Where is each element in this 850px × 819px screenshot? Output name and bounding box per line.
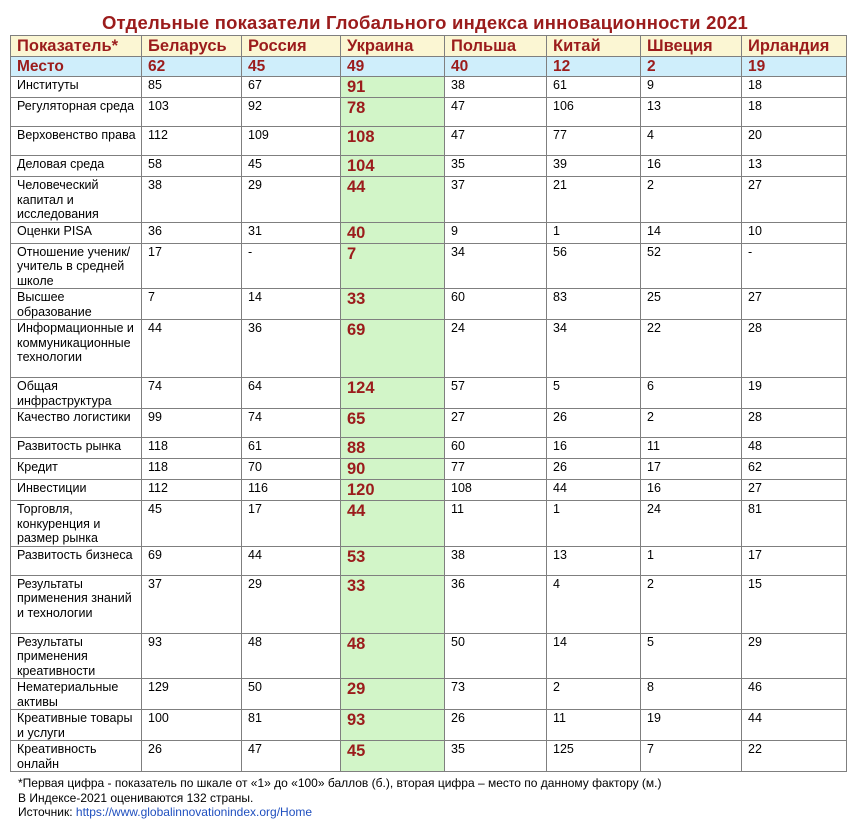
table-cell: 1 bbox=[547, 222, 641, 243]
rank-value: 49 bbox=[341, 57, 445, 77]
table-cell: 11 bbox=[547, 710, 641, 741]
table-cell: 60 bbox=[445, 289, 547, 320]
table-cell: 81 bbox=[742, 501, 847, 547]
table-cell: 13 bbox=[547, 546, 641, 575]
rank-value: 19 bbox=[742, 57, 847, 77]
table-cell: 38 bbox=[445, 77, 547, 98]
ukraine-cell: 104 bbox=[341, 156, 445, 177]
table-cell: 62 bbox=[742, 459, 847, 480]
row-label: Торговля, конкуренция и размер рынка bbox=[11, 501, 142, 547]
table-row bbox=[11, 575, 847, 633]
table-cell: 38 bbox=[445, 546, 547, 575]
table-cell: 2 bbox=[641, 409, 742, 438]
table-cell: 92 bbox=[242, 98, 341, 127]
table-cell: 67 bbox=[242, 77, 341, 98]
header-country: Швеция bbox=[641, 36, 742, 57]
table-cell: 26 bbox=[445, 710, 547, 741]
row-label: Высшее образование bbox=[11, 289, 142, 320]
table-cell: 81 bbox=[242, 710, 341, 741]
rank-value: 45 bbox=[242, 57, 341, 77]
row-label: Верховенство права bbox=[11, 127, 142, 156]
table-cell: 73 bbox=[445, 679, 547, 710]
table-cell: 47 bbox=[445, 127, 547, 156]
row-label: Регуляторная среда bbox=[11, 98, 142, 127]
table-cell: 48 bbox=[242, 633, 341, 679]
table-cell: 22 bbox=[641, 320, 742, 378]
ukraine-cell: 78 bbox=[341, 98, 445, 127]
ukraine-cell: 88 bbox=[341, 438, 445, 459]
table-cell: 24 bbox=[445, 320, 547, 378]
table-row bbox=[11, 633, 847, 679]
table-cell: - bbox=[242, 243, 341, 289]
table-cell: 26 bbox=[547, 409, 641, 438]
table-cell: 46 bbox=[742, 679, 847, 710]
table-cell: 45 bbox=[242, 156, 341, 177]
table-cell: 39 bbox=[547, 156, 641, 177]
table-cell: 24 bbox=[641, 501, 742, 547]
table-row bbox=[11, 378, 847, 409]
ukraine-cell: 29 bbox=[341, 679, 445, 710]
row-label: Информационные и коммуникационные технологии bbox=[11, 320, 142, 378]
table-cell: 2 bbox=[641, 575, 742, 633]
table-cell: 60 bbox=[445, 438, 547, 459]
ukraine-cell: 124 bbox=[341, 378, 445, 409]
table-cell: 2 bbox=[547, 679, 641, 710]
table-cell: 13 bbox=[641, 98, 742, 127]
table-cell: 11 bbox=[641, 438, 742, 459]
table-cell: 29 bbox=[242, 575, 341, 633]
source-link[interactable]: https://www.globalinnovationindex.org/Home bbox=[75, 805, 313, 819]
table-cell: 64 bbox=[242, 378, 341, 409]
table-cell: 17 bbox=[242, 501, 341, 547]
table-cell: 116 bbox=[242, 480, 341, 501]
table-cell: 74 bbox=[142, 378, 242, 409]
table-cell: 28 bbox=[742, 409, 847, 438]
header-indicator: Показатель* bbox=[11, 36, 142, 57]
table-row bbox=[11, 710, 847, 741]
header-country: Россия bbox=[242, 36, 341, 57]
row-label: Результаты применения креативности bbox=[11, 633, 142, 679]
table-row bbox=[11, 127, 847, 156]
table-cell: 11 bbox=[445, 501, 547, 547]
ukraine-cell: 33 bbox=[341, 289, 445, 320]
table-row bbox=[11, 480, 847, 501]
table-cell: 35 bbox=[445, 741, 547, 772]
table-cell: 13 bbox=[742, 156, 847, 177]
table-cell: 9 bbox=[641, 77, 742, 98]
rank-value: 12 bbox=[547, 57, 641, 77]
table-cell: 1 bbox=[547, 501, 641, 547]
table-cell: 27 bbox=[742, 480, 847, 501]
row-label: Отношение ученик/учитель в средней школе bbox=[11, 243, 142, 289]
table-cell: 7 bbox=[142, 289, 242, 320]
table-cell: 19 bbox=[742, 378, 847, 409]
row-label: Качество логистики bbox=[11, 409, 142, 438]
table-row bbox=[11, 679, 847, 710]
row-label: Институты bbox=[11, 77, 142, 98]
header-country: Беларусь bbox=[142, 36, 242, 57]
table-cell: 29 bbox=[242, 177, 341, 223]
table-cell: 93 bbox=[142, 633, 242, 679]
table-cell: 10 bbox=[742, 222, 847, 243]
ukraine-cell: 33 bbox=[341, 575, 445, 633]
table-cell: 129 bbox=[142, 679, 242, 710]
table-row bbox=[11, 320, 847, 378]
page-title: Отдельные показатели Глобального индекса инновационности 2021 bbox=[101, 12, 749, 33]
ukraine-cell: 48 bbox=[341, 633, 445, 679]
row-label: Креативность онлайн bbox=[11, 741, 142, 772]
footnote-countries: В Индексе-2021 оцениваются 132 страны. bbox=[18, 791, 254, 805]
table-cell: 4 bbox=[641, 127, 742, 156]
table-cell: 17 bbox=[142, 243, 242, 289]
table-row bbox=[11, 438, 847, 459]
ukraine-cell: 91 bbox=[341, 77, 445, 98]
table-row bbox=[11, 741, 847, 772]
table-cell: 45 bbox=[142, 501, 242, 547]
table-cell: 44 bbox=[142, 320, 242, 378]
ukraine-cell: 120 bbox=[341, 480, 445, 501]
table-cell: 112 bbox=[142, 480, 242, 501]
table-cell: 56 bbox=[547, 243, 641, 289]
table-cell: 2 bbox=[641, 177, 742, 223]
table-cell: 36 bbox=[142, 222, 242, 243]
innovation-index-table bbox=[10, 35, 847, 772]
table-cell: 31 bbox=[242, 222, 341, 243]
ukraine-cell: 45 bbox=[341, 741, 445, 772]
table-row bbox=[11, 222, 847, 243]
table-cell: 16 bbox=[641, 480, 742, 501]
rank-value: 2 bbox=[641, 57, 742, 77]
table-cell: 5 bbox=[641, 633, 742, 679]
ukraine-cell: 44 bbox=[341, 177, 445, 223]
table-cell: 35 bbox=[445, 156, 547, 177]
row-label: Креативные товары и услуги bbox=[11, 710, 142, 741]
table-cell: 26 bbox=[142, 741, 242, 772]
table-cell: 77 bbox=[547, 127, 641, 156]
table-cell: 4 bbox=[547, 575, 641, 633]
table-cell: 18 bbox=[742, 77, 847, 98]
table-cell: 109 bbox=[242, 127, 341, 156]
table-cell: 21 bbox=[547, 177, 641, 223]
table-row bbox=[11, 289, 847, 320]
table-cell: 22 bbox=[742, 741, 847, 772]
table-cell: 17 bbox=[641, 459, 742, 480]
table-cell: 9 bbox=[445, 222, 547, 243]
table-cell: 44 bbox=[547, 480, 641, 501]
table-row bbox=[11, 501, 847, 547]
ukraine-cell: 90 bbox=[341, 459, 445, 480]
table-row bbox=[11, 77, 847, 98]
table-cell: 118 bbox=[142, 438, 242, 459]
rank-row bbox=[11, 57, 847, 77]
table-cell: 14 bbox=[547, 633, 641, 679]
table-cell: 61 bbox=[242, 438, 341, 459]
table-cell: 14 bbox=[641, 222, 742, 243]
table-cell: 47 bbox=[242, 741, 341, 772]
table-cell: 37 bbox=[445, 177, 547, 223]
table-cell: 37 bbox=[142, 575, 242, 633]
ukraine-cell: 108 bbox=[341, 127, 445, 156]
table-cell: 6 bbox=[641, 378, 742, 409]
ukraine-cell: 7 bbox=[341, 243, 445, 289]
table-cell: 29 bbox=[742, 633, 847, 679]
table-cell: 34 bbox=[445, 243, 547, 289]
table-cell: 16 bbox=[547, 438, 641, 459]
row-label: Нематериальные активы bbox=[11, 679, 142, 710]
table-row bbox=[11, 156, 847, 177]
table-cell: 47 bbox=[445, 98, 547, 127]
table-cell: 52 bbox=[641, 243, 742, 289]
row-label: Результаты применения знаний и технологии bbox=[11, 575, 142, 633]
source-label: Источник: bbox=[18, 805, 76, 819]
table-cell: 20 bbox=[742, 127, 847, 156]
table-cell: 14 bbox=[242, 289, 341, 320]
table-cell: 15 bbox=[742, 575, 847, 633]
table-cell: 108 bbox=[445, 480, 547, 501]
table-row bbox=[11, 243, 847, 289]
header-country: Китай bbox=[547, 36, 641, 57]
table-cell: 25 bbox=[641, 289, 742, 320]
ukraine-cell: 53 bbox=[341, 546, 445, 575]
rank-value: 40 bbox=[445, 57, 547, 77]
table-cell: 34 bbox=[547, 320, 641, 378]
table-cell: 27 bbox=[742, 177, 847, 223]
table-cell: 83 bbox=[547, 289, 641, 320]
table-cell: 69 bbox=[142, 546, 242, 575]
table-cell: 26 bbox=[547, 459, 641, 480]
table-cell: 27 bbox=[445, 409, 547, 438]
table-cell: 16 bbox=[641, 156, 742, 177]
ukraine-cell: 65 bbox=[341, 409, 445, 438]
row-label: Человеческий капитал и исследования bbox=[11, 177, 142, 223]
table-cell: 1 bbox=[641, 546, 742, 575]
footnote-note: *Первая цифра - показатель по шкале от «1» до «100» баллов (б.), вторая цифра – место по данному фактору (м.) bbox=[18, 776, 662, 790]
table-cell: 125 bbox=[547, 741, 641, 772]
row-label: Оценки PISA bbox=[11, 222, 142, 243]
table-row bbox=[11, 98, 847, 127]
table-cell: 103 bbox=[142, 98, 242, 127]
header-row bbox=[11, 36, 847, 57]
table-cell: 99 bbox=[142, 409, 242, 438]
table-cell: 48 bbox=[742, 438, 847, 459]
table-cell: 44 bbox=[242, 546, 341, 575]
table-cell: 70 bbox=[242, 459, 341, 480]
table-row bbox=[11, 409, 847, 438]
table-row bbox=[11, 177, 847, 223]
ukraine-cell: 69 bbox=[341, 320, 445, 378]
table-row bbox=[11, 546, 847, 575]
row-label: Развитость рынка bbox=[11, 438, 142, 459]
table-cell: 36 bbox=[445, 575, 547, 633]
row-label: Деловая среда bbox=[11, 156, 142, 177]
table-cell: 28 bbox=[742, 320, 847, 378]
table-row bbox=[11, 459, 847, 480]
table-cell: 18 bbox=[742, 98, 847, 127]
table-cell: 36 bbox=[242, 320, 341, 378]
row-label: Кредит bbox=[11, 459, 142, 480]
table-cell: 77 bbox=[445, 459, 547, 480]
row-label: Инвестиции bbox=[11, 480, 142, 501]
table-cell: 8 bbox=[641, 679, 742, 710]
table-cell: 19 bbox=[641, 710, 742, 741]
table-cell: 7 bbox=[641, 741, 742, 772]
table-cell: 57 bbox=[445, 378, 547, 409]
table-cell: 100 bbox=[142, 710, 242, 741]
ukraine-cell: 40 bbox=[341, 222, 445, 243]
header-country: Украина bbox=[341, 36, 445, 57]
ukraine-cell: 44 bbox=[341, 501, 445, 547]
table-cell: 61 bbox=[547, 77, 641, 98]
table-cell: 85 bbox=[142, 77, 242, 98]
table-cell: 17 bbox=[742, 546, 847, 575]
table-cell: 44 bbox=[742, 710, 847, 741]
rank-value: 62 bbox=[142, 57, 242, 77]
table-cell: 50 bbox=[242, 679, 341, 710]
table-cell: 112 bbox=[142, 127, 242, 156]
row-label: Развитость бизнеса bbox=[11, 546, 142, 575]
rank-label: Место bbox=[11, 57, 142, 77]
table-cell: 74 bbox=[242, 409, 341, 438]
table-cell: 5 bbox=[547, 378, 641, 409]
table-cell: 58 bbox=[142, 156, 242, 177]
table-cell: - bbox=[742, 243, 847, 289]
table-cell: 106 bbox=[547, 98, 641, 127]
table-cell: 27 bbox=[742, 289, 847, 320]
header-country: Ирландия bbox=[742, 36, 847, 57]
table-cell: 118 bbox=[142, 459, 242, 480]
table-cell: 50 bbox=[445, 633, 547, 679]
table-cell: 38 bbox=[142, 177, 242, 223]
row-label: Общая инфраструктура bbox=[11, 378, 142, 409]
ukraine-cell: 93 bbox=[341, 710, 445, 741]
header-country: Польша bbox=[445, 36, 547, 57]
